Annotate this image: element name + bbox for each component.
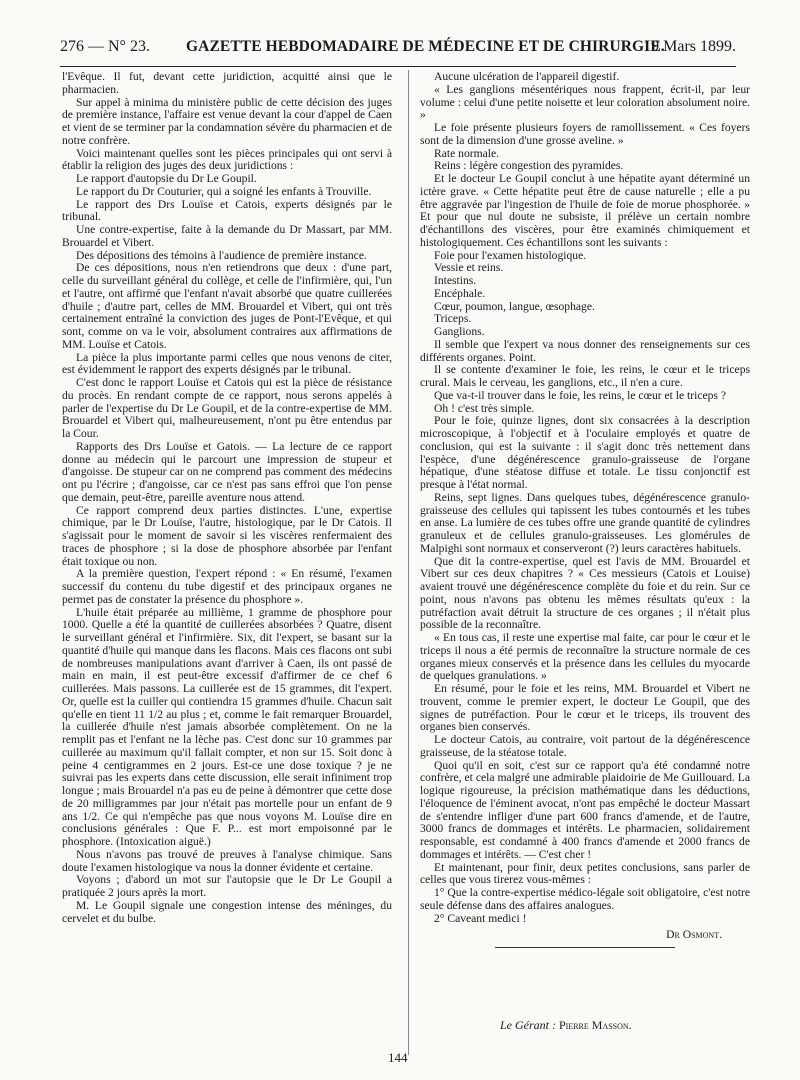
paragraph: Il semble que l'expert va nous donner des renseignements sur ces différents organes. Point. — [420, 337, 750, 364]
header-rule — [60, 66, 736, 67]
gerant-name: Pierre Masson. — [559, 1018, 632, 1032]
paragraph: Reins, sept lignes. Dans quelques tubes, dégénérescence granulo-graisseuse des cellules qui tapissent les tubes contournés et les tubes en anse. La lumière de ces tubes offre une grande quantité de cylindres granuleux et de cellules granulo-graisseuses. Les glomérules de Malpighi sont normaux et conserveront (?) leurs caractères habituels. — [420, 490, 750, 555]
right-column — [420, 71, 750, 948]
paragraph: Quoi qu'il en soit, c'est sur ce rapport qu'a été condamné notre confrère, et cela malgré une admirable plaidoirie de Me Guillouard. La logique rigoureuse, la précision mathématique dans les déductions, l'éloquence de l'éminent avocat, n'ont pas empêché le docteur Massart de s'entendre infliger d'une part 600 francs d'amende, et de l'autre, 3000 francs de dommages et intérêts. Le pharmacien, solidairement responsable, est condamné à 400 francs d'amende et 2000 francs de dommages et intérêts. — C'est cher ! — [420, 758, 750, 861]
paragraph: Sur appel à minima du ministère public de cette décision des juges de première instance, l'affaire est venue devant la cour d'appel de Caen et vient de se terminer par la condamnation sévère du pharmacien et de notre confrère. — [62, 95, 392, 147]
paragraph: 1° Que la contre-expertise médico-légale soit obligatoire, c'est notre seule défense dans des affaires analogues. — [420, 886, 750, 912]
paragraph: Et maintenant, pour finir, deux petites conclusions, sans parler de celles que vous tirerez vous-mêmes : — [420, 860, 750, 887]
paragraph: Il se contente d'examiner le foie, les reins, le cœur et le triceps crural. Mais le cerveau, les ganglions, etc., il n'en a cure. — [420, 363, 750, 389]
paragraph: Pour le foie, quinze lignes, dont six consacrées à la description microscopique, à l'objectif et à l'oculaire employés et quatre de conclusion, qui est la suivante : il s'agit donc très nettement dans l'espèce, d'une dégénérescence granulo-graisseuse de l'organe hépatique, d'une stéatose diffuse et totale. Le tissu conjonctif est presque à l'état normal. — [420, 414, 750, 491]
paragraph: De ces dépositions, nous n'en retiendrons que deux : d'une part, celle du surveillant général du collège, et celle de l'infirmière, qui, l'un et l'autre, ont affirmé que l'enfant n'avait absorbé que quatre cuillerées d'huile ; d'autre part, celles de MM. Brouardel et Vibert, qui ont très certainement entraîné la conviction des juges de Pont-l'Evêque, et qui sont, comme on va le voir, absolument contraires aux affirmations de MM. Louïse et Catois. — [62, 261, 392, 351]
issue-date: 19 Mars 1899. — [643, 38, 736, 55]
paragraph: Et le docteur Le Goupil conclut à une hépatite ayant déterminé un ictère grave. « Cette hépatite peut être de cause naturelle ; elle a pu être aggravée par l'ingestion de l'huile de foie de morue phosphorée. » Et pour que nul doute ne subsiste, il prélève un certain nombre d'échantillons des viscères, pour être examinés chimiquement et histologiquement. Ces échantillons sont les suivants : — [420, 172, 750, 249]
paragraph: Le rapport des Drs Louïse et Catois, experts désignés par le tribunal. — [62, 197, 392, 224]
gerant-line — [500, 1018, 632, 1033]
paragraph: Reins : légère congestion des pyramides. — [434, 159, 624, 173]
paragraph: Intestins. — [434, 274, 477, 287]
paragraph: Voici maintenant quelles sont les pièces principales qui ont servi à établir la religion des juges des deux juridictions : — [62, 146, 392, 173]
paragraph: Le foie présente plusieurs foyers de ramollissement. « Ces foyers sont de la dimension d'une grosse aveline. » — [420, 121, 750, 147]
paragraph: Une contre-expertise, faite à la demande du Dr Massart, par MM. Brouardel et Vibert. — [62, 223, 392, 249]
column-divider — [408, 70, 409, 1055]
paragraph: Ce rapport comprend deux parties distinctes. L'une, expertise chimique, par le Dr Louïse, l'autre, histologique, par le Dr Catois. Il s'agissait pour le moment de savoir si les viscères renfermaient des traces de phosphore ; si la dose de phosphore absorbée par l'enfant était toxique ou non. — [62, 503, 392, 568]
paragraph: Encéphale. — [434, 286, 486, 300]
paragraph: 2° Caveant medici ! — [434, 911, 527, 925]
paragraph: Le rapport d'autopsie du Dr Le Goupil. — [76, 172, 257, 185]
running-header — [60, 38, 736, 62]
page-number: 144 — [388, 1050, 408, 1065]
paragraph: « Les ganglions mésentériques nous frappent, écrit-il, par leur volume : celui d'une petite noisette et leur coloration absolument noire. » — [420, 82, 750, 122]
paragraph: Foie pour l'examen histologique. — [434, 248, 587, 262]
paragraph: Que va-t-il trouver dans le foie, les reins, le cœur et le triceps ? — [434, 388, 726, 402]
author-signature: Dr Osmont. — [666, 928, 722, 942]
paragraph: Vessie et reins. — [434, 261, 504, 275]
paragraph: l'Evêque. Il fut, devant cette juridiction, acquitté ainsi que le pharmacien. — [62, 70, 392, 96]
page-issue-number: 276 — N° 23. — [60, 38, 150, 55]
paragraph: « En tous cas, il reste une expertise mal faite, car pour le cœur et le triceps il nous a été permis de reconnaître la structure normale de ces organes mieux conservés et la présence dans les cellules du myocarde de quelques granulations. » — [420, 631, 750, 683]
closing-rule — [495, 947, 675, 948]
paragraph: En résumé, pour le foie et les reins, MM. Brouardel et Vibert ne trouvent, comme le premier expert, le docteur Le Goupil, que des signes de putréfaction. Pour le cœur et le triceps, ils trouvent des organes bien conservés. — [420, 682, 750, 734]
paragraph: M. Le Goupil signale une congestion intense des méninges, du cervelet et du bulbe. — [62, 898, 392, 925]
paragraph: Oh ! c'est très simple. — [434, 401, 535, 415]
paragraph: Rapports des Drs Louïse et Gatois. — La lecture de ce rapport donne au médecin qui le parcourt une impression de stupeur et d'angoisse. De stupeur car on ne comprend pas comment des médecins ont pu l'écrire ; d'angoisse, car ce n'est pas sans effroi que l'on pense que demain, peut-être, pareille aventure nous attend. — [62, 439, 392, 504]
left-column — [62, 71, 392, 925]
paragraph: Nous n'avons pas trouvé de preuves à l'analyse chimique. Sans doute l'examen histologique va nous la donner évidente et certaine. — [62, 847, 392, 874]
paragraph: Rate normale. — [434, 146, 500, 160]
paragraph: Aucune ulcération de l'appareil digestif. — [434, 70, 620, 83]
paragraph: Des dépositions des témoins à l'audience de première instance. — [76, 248, 367, 262]
paragraph: A la première question, l'expert répond : « En résumé, l'examen successif du contenu du tube digestif et des principaux organes ne permet pas de constater la présence du phosphore ». — [62, 567, 392, 606]
paragraph: C'est donc le rapport Louïse et Catois qui est la pièce de résistance du procès. En rendant compte de ce rapport, nous serons appelés à parler de l'expertise du Dr Le Goupil, et de la contre-expertise de MM. Brouardel et Vibert qui, malheureusement, n'ont pu être entendus par la Cour. — [62, 376, 392, 440]
paragraph: L'huile était préparée au millième, 1 gramme de phosphore pour 1000. Quelle a été la quantité de cuillerées absorbées ? Quatre, disent le surveillant général et l'infirmière. Six, dit l'expert, se basant sur la quantité d'huile qui manque dans les flacons. Mais ces flacons ont subi de nombreuses manipulations avant d'arriver à Caen, ils ont passé de main en main, il est peut-être excessif d'affirmer de ce chef 6 cuillerées. Mais passons. La cuillerée est de 15 grammes, dit l'expert. Or, quelle est la cuiller qui contiendra 15 grammes d'huile. Chacun sait qu'elle en tient 11 1/2 au plus ; et, comme le fait remarquer Brouardel, la cuillerée d'huile n'est jamais absorbée complètement. On ne la remplit pas et l'enfant ne la lèche pas. C'est donc sur 10 grammes par cuillerée au maximum qu'il fallait compter, et non sur 15. Soit donc à peine 4 centigrammes en 2 jours. Est-ce une dose toxique ? je ne suivrai pas les experts dans cette discussion, elle serait infiniment trop longue ; mais Brouardel n'a pas eu de peine à démontrer que cette dose de 20 milligrammes par jour n'était pas mortelle pour un enfant de 9 ans 1/2. Ce qui n'empêche pas que nous voyons M. Louïse dire en conclusions générales : Que F. P... est mort empoisonné par le phosphore. (Intoxication aiguë.) — [62, 605, 392, 848]
paragraph: La pièce la plus importante parmi celles que nous venons de citer, est évidemment le rapport des experts désignés par le tribunal. — [62, 350, 392, 377]
paragraph: Le rapport du Dr Couturier, qui a soigné les enfants à Trouville. — [76, 184, 372, 198]
gerant-label: Le Gérant : — [500, 1018, 556, 1032]
paragraph: Que dit la contre-expertise, quel est l'avis de MM. Brouardel et Vibert sur ces deux chapitres ? « Ces messieurs (Catois et Louise) avaient trouvé une dégénérescence complète du foie et du rein. Sur ce point, nous n'avons pas obtenu les mêmes résultats qu'eux : la putréfaction avait détruit la structure de ces organes ; il n'était plus possible de la reconnaître. — [420, 554, 750, 632]
paragraph: Voyons ; d'abord un mot sur l'autopsie que le Dr Le Goupil a pratiquée 2 jours après la mort. — [62, 873, 392, 899]
paragraph: Triceps. — [434, 312, 472, 326]
paragraph: Ganglions. — [434, 325, 485, 338]
journal-title: GAZETTE HEBDOMADAIRE DE MÉDECINE ET DE CHIRURGIE. — [186, 38, 665, 55]
paragraph: Le docteur Catois, au contraire, voit partout de la dégénérescence graisseuse, de la stéatose totale. — [420, 733, 750, 759]
paragraph: Cœur, poumon, langue, œsophage. — [434, 299, 595, 313]
